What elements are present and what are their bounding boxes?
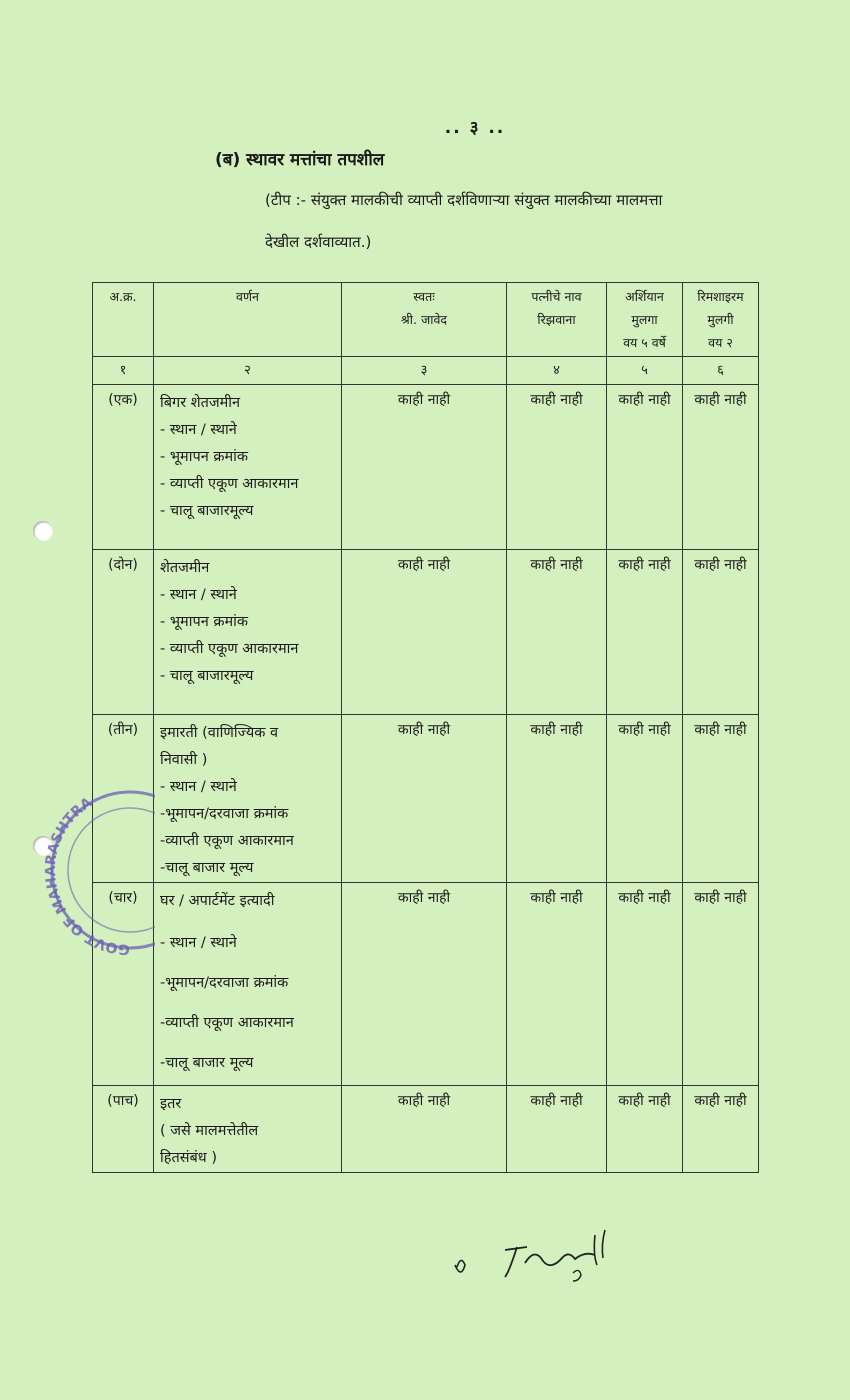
value-cell: काही नाही — [683, 1086, 759, 1173]
note-line-1: (टीप :- संयुक्त मालकीची व्याप्ती दर्शविणाऱ्या संयुक्त मालकीच्या मालमत्ता — [265, 191, 663, 209]
header-cell: स्वतः श्री. जावेद — [342, 283, 507, 357]
table-row — [93, 715, 759, 883]
value-cell: काही नाही — [507, 715, 607, 883]
note-line-2: देखील दर्शवाव्यात.) — [265, 233, 372, 251]
row-description: शेतजमीन - स्थान / स्थाने - भूमापन क्रमांक - व्याप्ती एकूण आकारमान - चालू बाजारमूल्य — [154, 550, 342, 715]
row-serial: (चार) — [93, 883, 154, 1086]
row-serial: (पाच) — [93, 1086, 154, 1173]
value-cell: काही नाही — [683, 883, 759, 1086]
table-row — [93, 883, 759, 1086]
header-cell: पत्नीचे नाव रिझवाना — [507, 283, 607, 357]
value-cell: काही नाही — [507, 550, 607, 715]
value-cell: काही नाही — [507, 883, 607, 1086]
table-row — [93, 385, 759, 550]
table-header-row — [93, 283, 759, 357]
column-number: २ — [154, 357, 342, 385]
value-cell: काही नाही — [607, 715, 683, 883]
government-seal — [35, 770, 155, 960]
header-cell: वर्णन — [154, 283, 342, 357]
header-cell: अर्शियान मुलगा वय ५ वर्षे — [607, 283, 683, 357]
header-cell: अ.क्र. — [93, 283, 154, 357]
value-cell: काही नाही — [683, 385, 759, 550]
assets-table — [92, 282, 759, 1173]
row-description: घर / अपार्टमेंट इत्यादी - स्थान / स्थाने -भूमापन/दरवाजा क्रमांक -व्याप्ती एकूण आकारमान -चालू बाजार मूल्य — [154, 883, 342, 1086]
column-number-row — [93, 357, 759, 385]
column-number: ३ — [342, 357, 507, 385]
header-cell: रिमशाइरम मुलगी वय २ — [683, 283, 759, 357]
row-description: इतर ( जसे मालमत्तेतील हितसंबंध ) — [154, 1086, 342, 1173]
row-serial: (एक) — [93, 385, 154, 550]
value-cell: काही नाही — [607, 1086, 683, 1173]
column-number: १ — [93, 357, 154, 385]
page-number: .. ३ .. — [444, 118, 506, 138]
value-cell: काही नाही — [607, 883, 683, 1086]
row-description: बिगर शेतजमीन - स्थान / स्थाने - भूमापन क्रमांक - व्याप्ती एकूण आकारमान - चालू बाजारमूल्य — [154, 385, 342, 550]
row-description: इमारती (वाणिज्यिक व निवासी ) - स्थान / स्थाने -भूमापन/दरवाजा क्रमांक -व्याप्ती एकूण आकारमान -चालू बाजार मूल्य — [154, 715, 342, 883]
row-serial: (दोन) — [93, 550, 154, 715]
value-cell: काही नाही — [507, 385, 607, 550]
table-row — [93, 550, 759, 715]
value-cell: काही नाही — [607, 550, 683, 715]
value-cell: काही नाही — [607, 385, 683, 550]
value-cell: काही नाही — [342, 550, 507, 715]
value-cell: काही नाही — [342, 715, 507, 883]
svg-text:GOVT OF MAHARASHTRA: GOVT OF MAHARASHTRA — [42, 794, 131, 958]
value-cell: काही नाही — [683, 550, 759, 715]
value-cell: काही नाही — [683, 715, 759, 883]
column-number: ६ — [683, 357, 759, 385]
value-cell: काही नाही — [507, 1086, 607, 1173]
signature — [445, 1225, 625, 1295]
column-number: ५ — [607, 357, 683, 385]
section-heading: (ब) स्थावर मत्तांचा तपशील — [215, 150, 385, 170]
column-number: ४ — [507, 357, 607, 385]
value-cell: काही नाही — [342, 385, 507, 550]
table-row — [93, 1086, 759, 1173]
value-cell: काही नाही — [342, 883, 507, 1086]
value-cell: काही नाही — [342, 1086, 507, 1173]
punch-hole — [33, 521, 53, 541]
row-serial: (तीन) — [93, 715, 154, 883]
